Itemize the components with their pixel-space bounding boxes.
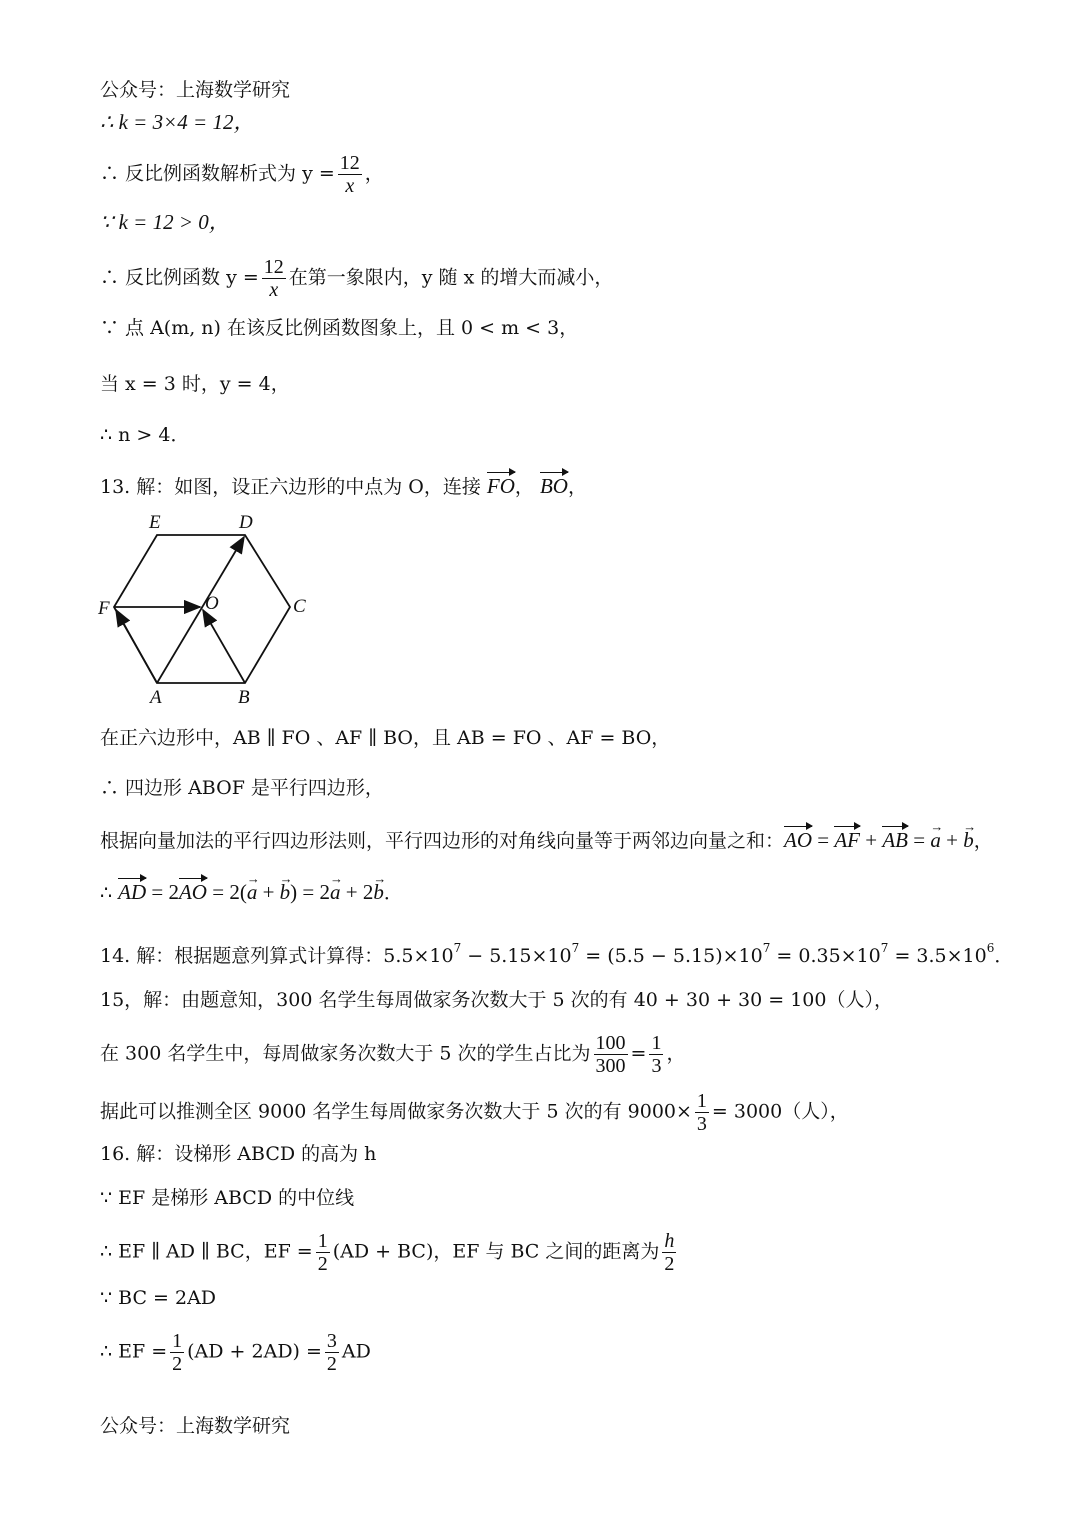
q16-line-c: ∴ EF ∥ AD ∥ BC，EF = $\frac{1}{2}$ (AD + BC)，EF 与 BC 之间的距离为 $\frac{h}{2}$ xyxy=(100,1230,675,1275)
line-n-conclusion: ∴ n > 4． xyxy=(100,424,190,446)
vector-bo: BO xyxy=(539,474,568,498)
q15-line-a: 15，解：由题意知，300 名学生每周做家务次数大于 5 次的有 40 + 30 + 30 = 100（人）， xyxy=(100,989,893,1011)
vector-af-arrow xyxy=(116,610,157,683)
q13-intro: 13. 解：如图，设正六边形的中点为 O，连接 FO， BO， xyxy=(100,474,587,498)
label-c: C xyxy=(293,596,306,617)
q16-line-b: ∵ EF 是梯形 ABCD 的中位线 xyxy=(100,1187,355,1209)
label-e: E xyxy=(149,512,161,533)
q14-line: 14. 解：根据题意列算式计算得：$5.5\times 10^7 - 5.15\times 10^7 = (5.5 - 5.15)\times 10^7 = 0.35\times 10^7 = 3.5\times 10^6$． xyxy=(100,941,1014,967)
line-x-equals-3: 当 x = 3 时，y = 4， xyxy=(100,373,290,395)
hexagon-figure xyxy=(92,508,322,708)
line-point-a: ∵ 点 A(m, n) 在该反比例函数图象上，且 0 < m < 3， xyxy=(100,317,579,339)
label-a: A xyxy=(150,687,162,708)
fraction: $\frac{12}{x}$ xyxy=(339,152,360,197)
footer-watermark: 公众号：上海数学研究 xyxy=(100,1415,291,1437)
line-k-value: ∴ k = 3×4 = 12， xyxy=(100,110,255,134)
label-o: O xyxy=(205,593,219,614)
q16-line-e: ∴ EF = $\frac{1}{2}$ (AD + 2AD) = $\frac{3}{2}$ AD xyxy=(100,1330,371,1375)
vector-ad-arrow xyxy=(157,537,244,683)
label-b: B xyxy=(238,687,250,708)
line-function-formula: ∴ 反比例函数解析式为 y = $\frac{12}{x}$ ， xyxy=(100,152,384,197)
vector-bo-arrow xyxy=(203,610,245,683)
q15-line-c: 据此可以推测全区 9000 名学生每周做家务次数大于 5 次的有 9000× $\frac{1}{3}$ = 3000（人）， xyxy=(100,1090,849,1135)
q16-line-a: 16. 解：设梯形 ABCD 的高为 h xyxy=(100,1143,377,1165)
line-vector-ad: ∴ AD = 2AO = 2(→ a + → b) = 2→ a + 2→ b． xyxy=(100,878,403,907)
line-vector-addition: 根据向量加法的平行四边形法则，平行四边形的对角线向量等于两邻边向量之和：AO = AF + AB = → a + → b， xyxy=(100,826,993,855)
vector-fo: FO xyxy=(486,474,515,498)
label-f: F xyxy=(98,598,110,619)
q16-line-d: ∵ BC = 2AD xyxy=(100,1287,217,1309)
fraction: $\frac{12}{x}$ xyxy=(263,256,284,301)
q15-line-b: 在 300 名学生中，每周做家务次数大于 5 次的学生占比为 $\frac{100}{300}$ = $\frac{1}{3}$ ， xyxy=(100,1032,686,1077)
header-watermark: 公众号：上海数学研究 xyxy=(100,79,291,101)
line-hexagon-parallel: 在正六边形中，AB ∥ FO 、AF ∥ BO，且 AB = FO 、AF = BO， xyxy=(100,727,671,749)
label-d: D xyxy=(239,512,253,533)
line-k-positive: ∵ k = 12 > 0， xyxy=(100,210,230,234)
line-parallelogram: ∴ 四边形 ABOF 是平行四边形， xyxy=(100,777,384,799)
line-monotonic: ∴ 反比例函数 y = $\frac{12}{x}$ 在第一象限内，y 随 x 的增大而减小， xyxy=(100,256,614,301)
